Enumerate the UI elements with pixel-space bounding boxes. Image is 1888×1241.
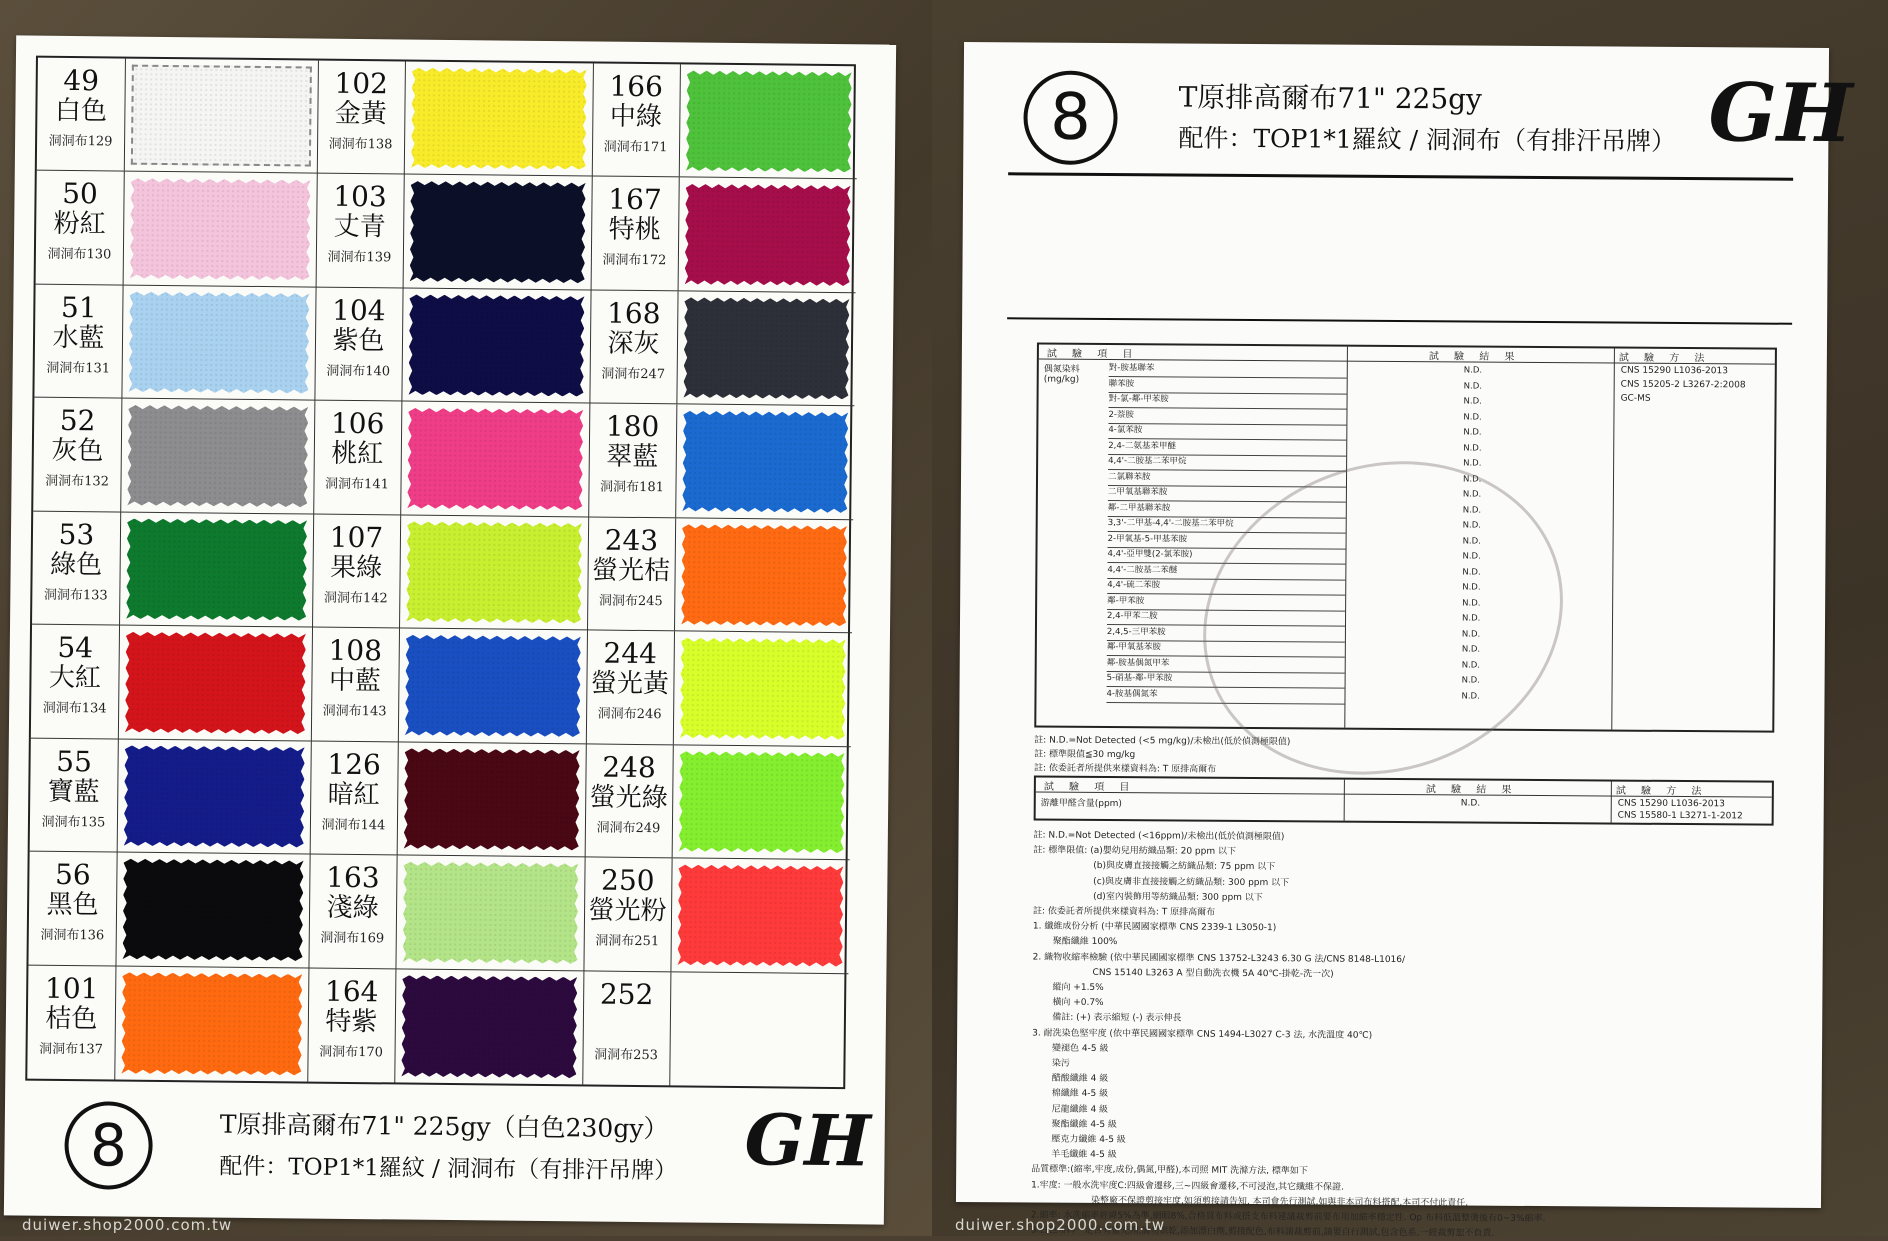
- fabric-swatch: [125, 632, 306, 734]
- swatch-code: 洞洞布245: [598, 593, 663, 609]
- azo-compound: 對-胺基聯苯: [1109, 361, 1347, 379]
- test-result: N.D.: [1463, 396, 1482, 407]
- swatch-label: [28, 852, 117, 965]
- swatch-cell: [587, 517, 853, 633]
- swatch-color-name: 粉紅: [53, 209, 106, 240]
- test-result: N.D.: [1463, 380, 1483, 392]
- swatch-label: [592, 63, 681, 176]
- swatch-code: 洞洞布246: [597, 706, 662, 723]
- fabric-swatch: [130, 178, 311, 280]
- report-note: (c)與皮膚非直接接觸之紡織品類: 300 ppm 以下: [1093, 876, 1290, 888]
- swatch-label: [582, 971, 671, 1085]
- fabric-swatch: [411, 68, 587, 170]
- swatch-cell: [316, 174, 592, 290]
- swatch-number: 50: [62, 177, 99, 211]
- formaldehyde-table: [1034, 776, 1774, 826]
- formaldehyde-item: 游離甲醛含量(ppm): [1040, 798, 1122, 810]
- swatch-code: 洞洞布137: [39, 1041, 104, 1057]
- swatch-code: 洞洞布170: [319, 1044, 384, 1060]
- swatch-column: [582, 63, 858, 1087]
- swatch-number: 54: [57, 631, 94, 665]
- swatch-label: [589, 290, 678, 403]
- fabric-accessories: 配件：TOP1*1羅紋 / 洞洞布（有排汗吊牌）: [1178, 123, 1677, 156]
- swatch-number: 166: [609, 69, 664, 104]
- swatch-cell: [317, 61, 593, 177]
- azo-compound: 2,4-甲苯二胺: [1107, 609, 1345, 627]
- report-note: 染整廠不保證剪接牢度,如須剪接請告知, 本司會先行測試,如與非本司布料搭配,本司不付此責任.: [1090, 1195, 1469, 1209]
- swatch-color-name: 暗紅: [327, 779, 380, 810]
- swatch-code: 洞洞布138: [328, 136, 393, 153]
- test-result: N.D.: [1462, 473, 1482, 485]
- swatch-code: 洞洞布135: [41, 814, 106, 831]
- swatch-cell: [37, 58, 318, 174]
- azo-compound: 3,3'-二甲基-4,4'-二胺基二苯甲烷: [1108, 516, 1346, 534]
- swatch-color-name: 紫色: [332, 325, 385, 357]
- swatch-number: 164: [324, 974, 379, 1008]
- azo-compound: 鄰-二甲基聯苯胺: [1108, 501, 1346, 519]
- azo-compound: 5-硝基-鄰-甲苯胺: [1107, 671, 1345, 689]
- report-note: 聚酯纖維 4-5 級: [1051, 1119, 1117, 1130]
- report-note: 尼龍纖維 4 級: [1051, 1104, 1109, 1115]
- swatch-code: 洞洞布172: [602, 253, 667, 269]
- swatch-color-name: 綠色: [49, 549, 103, 581]
- swatch-label: [316, 174, 405, 287]
- report-note: 備註: (+) 表示縮短 (-) 表示伸長: [1052, 1013, 1182, 1024]
- swatch-cell: [32, 511, 313, 627]
- color-swatch-grid: [25, 56, 856, 1090]
- swatch-code: 洞洞布131: [46, 360, 111, 377]
- fabric-swatch: [403, 862, 579, 964]
- swatch-number: 180: [605, 409, 660, 444]
- swatch-number: 167: [608, 183, 662, 217]
- swatch-color-name: 淺綠: [326, 892, 379, 924]
- test-result: N.D.: [1462, 582, 1481, 593]
- fabric-swatch: [405, 635, 581, 737]
- test-result: N.D.: [1461, 675, 1480, 686]
- fabric-swatch: [126, 518, 307, 620]
- fabric-title: T原排高爾布71" 225gy: [1178, 80, 1483, 116]
- swatch-color-name: 中藍: [328, 665, 382, 697]
- swatch-label: [583, 858, 672, 971]
- report-rule: [1007, 317, 1792, 324]
- header-result: 試 驗 結 果: [1425, 784, 1518, 796]
- swatch-cell: [312, 514, 588, 630]
- test-result: N.D.: [1463, 427, 1482, 438]
- swatch-label: [311, 628, 400, 741]
- report-note: (b)與皮膚直接接觸之紡織品類: 75 ppm 以下: [1093, 861, 1276, 873]
- watermark-left: duiwer.shop2000.com.tw: [22, 1216, 233, 1234]
- swatch-label: [585, 744, 674, 857]
- watermark-right: duiwer.shop2000.com.tw: [955, 1216, 1166, 1234]
- report-note: 橫向 +0.7%: [1052, 997, 1104, 1009]
- report-note: 品質標準:(縮率,牢度,成份,偶氮,甲醛),本司照 MIT 洗滌方法, 標準如下: [1031, 1164, 1308, 1177]
- test-result: N.D.: [1462, 535, 1481, 547]
- swatch-code: 洞洞布181: [600, 479, 664, 496]
- model-number-badge: 8: [1023, 70, 1118, 165]
- report-note: 羊毛纖維 4-5 級: [1051, 1149, 1117, 1161]
- fabric-title: T原排高爾布71" 225gy（白色230gy）: [219, 1109, 669, 1144]
- swatch-cell: [592, 63, 858, 179]
- swatch-color-name: 深灰: [607, 328, 660, 360]
- swatch-column: [307, 61, 594, 1085]
- swatch-number: 51: [60, 290, 97, 325]
- swatch-label: [32, 511, 121, 624]
- swatch-color-name: 翠藍: [606, 441, 659, 473]
- fabric-swatch: [128, 292, 309, 394]
- test-result: N.D.: [1462, 489, 1482, 500]
- swatch-number: 49: [63, 63, 100, 98]
- swatch-code: 洞洞布129: [48, 133, 113, 150]
- test-result: N.D.: [1462, 551, 1481, 562]
- swatch-code: 洞洞布253: [594, 1047, 659, 1063]
- swatch-cell: [314, 287, 590, 403]
- fabric-swatch: [401, 975, 577, 1078]
- azo-compound: 4,4'-二胺基二苯甲烷: [1108, 454, 1346, 472]
- swatch-number: 103: [333, 180, 387, 214]
- swatch-number: 52: [59, 404, 96, 438]
- swatch-number: 126: [327, 747, 381, 781]
- swatch-cell: [589, 290, 855, 406]
- test-result: N.D.: [1462, 504, 1482, 516]
- fabric-swatch: [682, 411, 848, 513]
- swatch-cell: [34, 285, 315, 401]
- fabric-swatch: [686, 70, 852, 172]
- swatch-color-name: 螢光黃: [590, 668, 670, 700]
- azo-compound: 二甲氧基聯苯胺: [1108, 485, 1346, 503]
- swatch-cell: [307, 968, 583, 1084]
- swatch-color-name: 螢光綠: [589, 782, 668, 813]
- fabric-swatch: [410, 181, 586, 283]
- header-item: 試 驗 項 目: [1046, 348, 1139, 361]
- swatch-label: [588, 404, 677, 517]
- formaldehyde-method-2: CNS 15580-1 L3271-1-2012: [1617, 810, 1743, 822]
- swatch-color-name: 白色: [54, 95, 108, 127]
- swatch-cell: [588, 404, 854, 520]
- note: 註: 標準限值≦30 mg/kg: [1034, 749, 1136, 761]
- report-note: 染污: [1051, 1058, 1070, 1069]
- swatch-number: 244: [603, 636, 658, 671]
- swatch-code: 洞洞布130: [47, 247, 112, 263]
- swatch-cell: [313, 401, 589, 517]
- fabric-swatch: [131, 65, 312, 167]
- swatch-color-name: 大紅: [48, 663, 102, 694]
- azo-compound: 對-氯-鄰-甲苯胺: [1109, 392, 1347, 410]
- azo-compound: 二氯聯苯胺: [1108, 470, 1346, 488]
- swatch-color-name: 螢光桔: [591, 555, 671, 587]
- azo-compound: 4,4'-亞甲雙(2-氯苯胺): [1107, 547, 1345, 565]
- fabric-swatch: [681, 524, 847, 626]
- swatch-cell: [585, 744, 851, 860]
- swatch-color-name: 中綠: [609, 101, 663, 133]
- test-result: N.D.: [1461, 628, 1481, 640]
- azo-compound: 4,4'-硫二苯胺: [1107, 578, 1345, 596]
- test-result: N.D.: [1462, 597, 1481, 609]
- swatch-cell: [36, 171, 317, 287]
- swatch-number: 248: [602, 750, 656, 784]
- swatch-color-name: 螢光粉: [588, 895, 667, 927]
- swatch-label: [313, 401, 402, 514]
- swatch-code: 洞洞布247: [601, 366, 666, 383]
- header-method: 試 驗 方 法: [1615, 785, 1708, 798]
- swatch-color-name: 黑色: [46, 889, 99, 921]
- fabric-swatch: [408, 294, 584, 396]
- report-note: 壓克力纖維 4-5 級: [1051, 1134, 1126, 1146]
- azo-compound: 2,4-二氨基苯甲醚: [1108, 439, 1346, 457]
- report-note: 註: 標準限值: (a)嬰幼兒用紡織品類: 20 ppm 以下: [1033, 845, 1237, 858]
- method-3: GC-MS: [1620, 393, 1651, 404]
- swatch-code: 洞洞布171: [603, 139, 668, 156]
- swatch-label: [314, 287, 403, 400]
- test-result: N.D.: [1463, 458, 1482, 469]
- fabric-swatch: [404, 748, 580, 850]
- swatch-label: [36, 171, 125, 284]
- swatch-number: 104: [331, 293, 386, 328]
- swatch-label: [586, 631, 675, 744]
- test-result: N.D.: [1462, 520, 1482, 531]
- swatch-color-name: 特紫: [325, 1006, 378, 1037]
- report-note: 棉纖維 4-5 級: [1051, 1089, 1109, 1100]
- method-2: CNS 15205-2 L3267-2:2008: [1620, 379, 1746, 391]
- test-result: N.D.: [1463, 365, 1483, 376]
- fabric-swatch: [685, 184, 851, 286]
- test-result: N.D.: [1463, 411, 1482, 423]
- azo-compound: 4,4'-二胺基二苯醚: [1107, 563, 1345, 581]
- report-note: 2.縮率: 水洗縮率經緯5%為準,網眼8%,合格買布料或搭支布料建議裁剪前要布用加縮率穩定性. Op 布料低溫整燙後有0~3%縮率.: [1030, 1210, 1546, 1225]
- fabric-swatch: [407, 408, 583, 510]
- swatch-cell: [310, 741, 586, 857]
- swatch-code: 洞洞布141: [325, 477, 389, 493]
- swatch-code: 洞洞布133: [43, 587, 108, 604]
- report-note: 變褪色 4-5 級: [1052, 1043, 1109, 1054]
- swatch-column: [27, 58, 319, 1082]
- azo-compound: 2-萘胺: [1108, 408, 1346, 426]
- formaldehyde-method-1: CNS 15290 L1036-2013: [1617, 798, 1725, 810]
- category-label: 偶氮染料: [1043, 364, 1080, 375]
- swatch-number: 250: [600, 863, 655, 898]
- test-result: N.D.: [1461, 644, 1481, 655]
- note: 註: N.D.=Not Detected (<5 mg/kg)/未檢出(低於偵測極限值): [1034, 735, 1291, 748]
- fabric-swatch: [678, 865, 844, 967]
- report-note: 2. 織物收縮率檢驗 (依中華民國國家標準 CNS 13752-L3243 6.30 G 法/CNS 8148-L1016/: [1032, 952, 1406, 965]
- fabric-swatch: [680, 638, 846, 740]
- swatch-color-name: 寶藍: [47, 776, 100, 807]
- swatch-number: 252: [599, 977, 654, 1011]
- azo-compound: 2-甲氧基-5-甲基苯胺: [1108, 532, 1346, 550]
- swatch-code: 洞洞布169: [320, 930, 385, 947]
- method-1: CNS 15290 L1036-2013: [1620, 365, 1728, 377]
- header-item: 試 驗 項 目: [1043, 781, 1136, 794]
- header-method: 試 驗 方 法: [1618, 352, 1711, 365]
- fabric-swatch: [679, 751, 845, 853]
- swatch-cell: [31, 625, 312, 741]
- swatch-label: [34, 285, 123, 398]
- azo-compound: 鄰-胺基偶氮甲苯: [1107, 656, 1345, 674]
- azo-compound: 鄰-甲氧基苯胺: [1107, 640, 1345, 658]
- test-result: N.D.: [1462, 613, 1481, 624]
- swatch-number: 55: [56, 744, 93, 778]
- swatch-color-name: 金黃: [334, 98, 388, 130]
- report-note: 3.白色布料一定含有螢光劑,請勿烘乾,添加漂白劑,剪接配色,布料請裁剪前,請要自行測試,包含色系,一經裁剪恕不負責.: [1030, 1225, 1495, 1239]
- swatch-label: [307, 968, 396, 1082]
- swatch-code: 洞洞布134: [42, 700, 107, 717]
- swatch-cell: [311, 628, 587, 744]
- swatch-cell: [583, 858, 849, 974]
- swatch-label: [312, 514, 401, 627]
- swatch-cell: [308, 855, 584, 971]
- swatch-number: 243: [604, 523, 659, 557]
- swatch-label: [30, 738, 119, 851]
- swatch-cell: [27, 965, 308, 1081]
- swatch-number: 56: [54, 857, 91, 892]
- swatch-number: 168: [606, 296, 661, 331]
- swatch-color-name: 果綠: [329, 552, 383, 584]
- brand-logo: GH: [744, 1098, 872, 1183]
- swatch-code: 洞洞布249: [596, 820, 661, 836]
- report-note: (d)室內裝飾用等紡織品類: 300 ppm 以下: [1093, 891, 1263, 903]
- swatch-number: 108: [328, 633, 383, 668]
- swatch-cell: [33, 398, 314, 514]
- fabric-swatch: [121, 972, 302, 1075]
- swatch-number: 53: [58, 517, 95, 552]
- report-note: 1. 纖維成份分析 (中華民國國家標準 CNS 2339-1 L3050-1): [1032, 921, 1277, 934]
- model-number-badge: 8: [64, 1101, 153, 1190]
- fabric-swatch: [406, 521, 582, 623]
- swatch-code: 洞洞布142: [323, 590, 388, 607]
- report-note: 1.牢度: 一般水洗牢度C:四級會遷移,三~四級會遷移,不可浸泡,其它纖維不保證.: [1031, 1180, 1344, 1193]
- report-note: 縱向 +1.5%: [1052, 982, 1104, 993]
- swatch-label: [31, 625, 120, 738]
- swatch-color-name: 水藍: [52, 322, 105, 354]
- fabric-swatch: [123, 859, 304, 961]
- report-note: 註: 依委託者所提供來樣資料為: T 原排高爾布: [1032, 906, 1216, 918]
- test-result: N.D.: [1461, 690, 1480, 702]
- swatch-cell: [582, 971, 848, 1087]
- report-note: 3. 耐洗染色堅牢度 (依中華民國國家標準 CNS 1494-L3027 C-3 法, 水洗溫度 40℃): [1032, 1028, 1373, 1041]
- swatch-number: 102: [334, 66, 389, 101]
- fabric-swatch: [124, 745, 305, 847]
- swatch-color-name: 特桃: [608, 215, 661, 246]
- report-note: 註: N.D.=Not Detected (<16ppm)/未檢出(低於偵測極限值): [1033, 830, 1285, 843]
- report-note: 聚酯纖維 100%: [1052, 937, 1118, 948]
- swatch-number: 107: [329, 520, 384, 555]
- swatch-cell: [586, 631, 852, 747]
- swatch-color-name: 桃紅: [331, 439, 384, 470]
- test-result: N.D.: [1463, 442, 1482, 454]
- swatch-code: 洞洞布140: [326, 363, 391, 380]
- swatch-code: 洞洞布144: [321, 817, 386, 833]
- swatch-label: [37, 58, 126, 171]
- azo-compound: 4-氯苯胺: [1108, 423, 1346, 441]
- report-note: CNS 15140 L3263 A 型自動洗衣機 5A 40℃-掛乾-洗一次): [1092, 967, 1334, 980]
- swatch-cell: [30, 738, 311, 854]
- swatch-number: 101: [44, 971, 99, 1005]
- swatch-label: [310, 741, 399, 854]
- swatch-number: 106: [330, 407, 385, 441]
- azo-compound: 4-胺基偶氮苯: [1106, 687, 1344, 705]
- card-footer: [44, 1091, 872, 1209]
- swatch-code: 洞洞布251: [595, 933, 660, 950]
- swatch-label: [27, 965, 116, 1079]
- fabric-accessories: 配件：TOP1*1羅紋 / 洞洞布（有排汗吊牌）: [219, 1153, 678, 1185]
- swatch-label: [33, 398, 122, 511]
- swatch-code: 洞洞布132: [45, 474, 110, 490]
- test-result: N.D.: [1462, 566, 1481, 578]
- azo-compound: 聯苯胺: [1109, 377, 1347, 395]
- formaldehyde-result: N.D.: [1460, 798, 1481, 809]
- header-result: 試 驗 結 果: [1428, 351, 1521, 363]
- swatch-cell: [591, 177, 857, 293]
- test-result: N.D.: [1461, 659, 1481, 671]
- brand-logo: GH: [1708, 65, 1853, 161]
- azo-compound: 鄰-甲苯胺: [1107, 594, 1345, 612]
- fabric-swatch: [127, 405, 308, 507]
- swatch-code: 洞洞布143: [322, 703, 387, 720]
- swatch-code: 洞洞布136: [40, 927, 105, 944]
- swatch-color-name: 灰色: [51, 436, 104, 467]
- header-rule: [1008, 172, 1793, 180]
- swatch-cell: [28, 852, 309, 968]
- note: 註: 依委託者所提供來樣資料為: T 原排高爾布: [1033, 763, 1217, 775]
- fabric-color-card: [4, 35, 896, 1224]
- swatch-code: 洞洞布139: [327, 250, 392, 266]
- azo-compound: 2,4,5-三甲苯胺: [1107, 625, 1345, 643]
- swatch-color-name: 丈青: [333, 212, 386, 243]
- report-note: 醋酸纖維 4 級: [1051, 1073, 1109, 1085]
- swatch-label: [317, 61, 406, 174]
- swatch-label: [308, 855, 397, 968]
- swatch-color-name: 桔色: [45, 1003, 98, 1034]
- fabric-swatch: [683, 297, 849, 399]
- swatch-label: [591, 177, 680, 290]
- swatch-number: 163: [325, 860, 380, 895]
- swatch-label: [587, 517, 676, 630]
- unit-label: (mg/kg): [1043, 374, 1080, 385]
